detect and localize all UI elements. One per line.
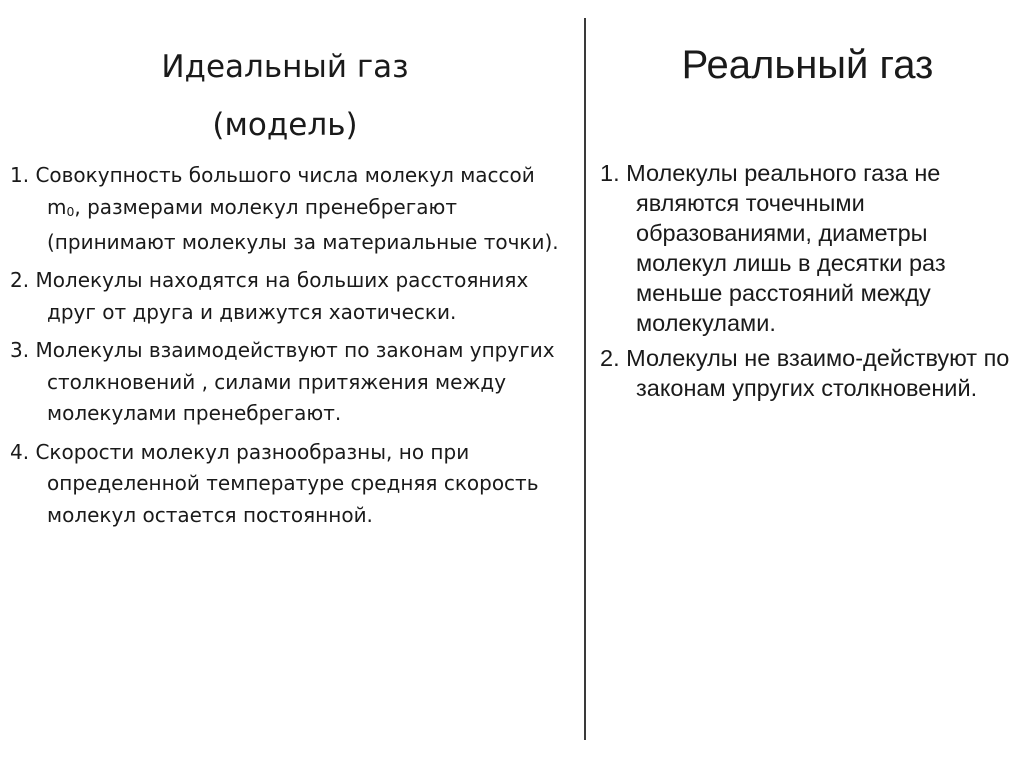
real-gas-column [600, 40, 1010, 408]
ideal-gas-item-1-text-end: , размерами молекул пренебрегают (принимают молекулы за материальные точки). [47, 194, 559, 254]
ideal-gas-item-1-text: 1. Совокупность большого числа молекул массой m [10, 163, 535, 219]
ideal-gas-column [10, 38, 570, 538]
ideal-gas-subtitle: (модель) [212, 107, 358, 143]
ideal-gas-title: Идеальный газ [161, 49, 409, 85]
real-gas-item-2: 2. Молекулы не взаимо-действуют по законам упругих столкновений. [600, 345, 1010, 401]
ideal-gas-heading [10, 38, 570, 154]
real-gas-item-1: 1. Молекулы реального газа не являются точечными образованиями, диаметры молекул лишь в десятки раз меньше расстояний между молекулами. [600, 160, 946, 336]
real-gas-list [600, 158, 1010, 403]
mass-subscript: 0 [66, 203, 75, 219]
ideal-gas-item-4: 4. Скорости молекул разнообразны, но при определенной температуре средняя скорость молекул остается постоянной. [10, 439, 539, 527]
column-divider [584, 18, 586, 740]
real-gas-heading: Реальный газ [681, 43, 934, 87]
ideal-gas-item-3: 3. Молекулы взаимодействуют по законам упругих столкновений , силами притяжения между молекулами пренебрегают. [10, 338, 555, 426]
ideal-gas-item-2: 2. Молекулы находятся на больших расстояниях друг от друга и движутся хаотически. [10, 268, 529, 324]
ideal-gas-list [10, 160, 570, 531]
ideal-gas-item-1 [10, 160, 570, 258]
